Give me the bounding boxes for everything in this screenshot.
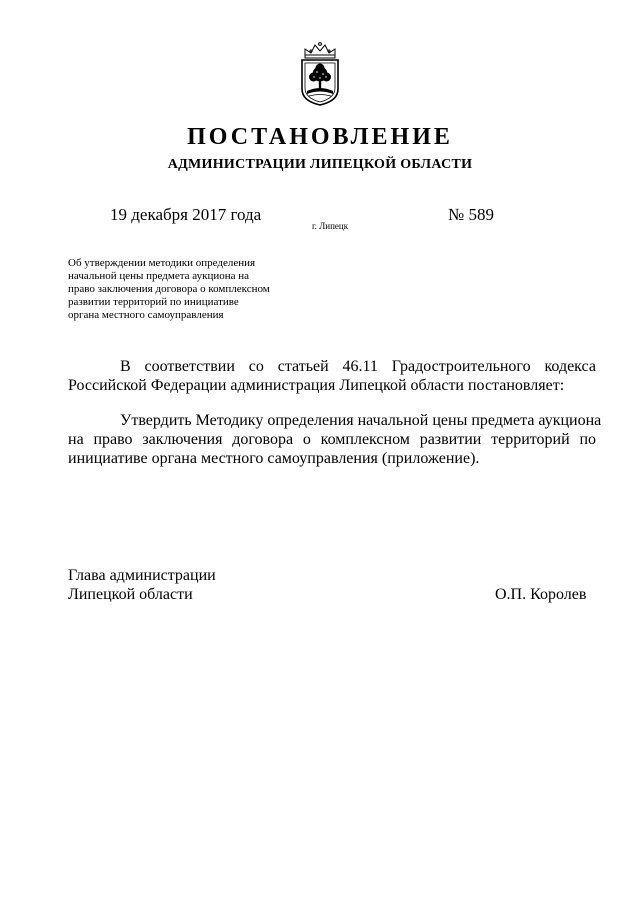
word: о: [302, 431, 311, 448]
word: договора: [232, 431, 294, 448]
document-date: 19 декабря 2017 года: [110, 205, 262, 224]
paragraph-line: [68, 357, 596, 376]
paragraph-line: инициативе органа местного самоуправления (приложение).: [68, 450, 480, 467]
word: статьей: [277, 358, 329, 375]
word: на: [68, 431, 84, 448]
paragraph-line: Российской Федерации администрация Липецкой области постановляет:: [68, 377, 565, 394]
word: заключения: [142, 431, 223, 448]
word: развитии: [419, 431, 482, 448]
word: В: [120, 358, 131, 375]
subject-line: Об утверждении методики определения: [68, 257, 256, 269]
document-subtitle: АДМИНИСТРАЦИИ ЛИПЕЦКОЙ ОБЛАСТИ: [167, 157, 473, 172]
word: соответствии: [144, 358, 235, 375]
word: 46.11: [342, 358, 378, 375]
body-paragraph-1: [68, 357, 596, 395]
subject-line: органа местного самоуправления: [68, 309, 224, 321]
signature-position: [68, 566, 216, 604]
word: кодекса: [544, 358, 596, 375]
document-number: № 589: [448, 205, 494, 224]
document-city: г. Липецк: [312, 221, 349, 231]
paragraph-line: Утвердить Методику определения начальной цены предмета аукциона: [120, 412, 602, 429]
signature-position-line: Липецкой области: [68, 586, 193, 603]
subject-line: развитии территорий по инициативе: [68, 296, 239, 308]
coat-of-arms-icon: [297, 41, 343, 107]
word: Градостроительного: [391, 358, 531, 375]
subject-line: начальной цены предмета аукциона на: [68, 270, 250, 282]
word: по: [579, 431, 596, 448]
word: территорий: [491, 431, 570, 448]
subject-line: право заключения договора о комплексном: [68, 283, 270, 295]
signature-name: О.П. Королев: [495, 586, 587, 603]
word: право: [93, 431, 133, 448]
paragraph-line: [68, 430, 596, 449]
body-paragraph-2: [68, 411, 602, 468]
document-title: ПОСТАНОВЛЕНИЕ: [187, 124, 453, 150]
document-subject: [68, 257, 308, 322]
word: со: [248, 358, 264, 375]
signature-position-line: Глава администрации: [68, 567, 216, 584]
word: комплексном: [320, 431, 410, 448]
